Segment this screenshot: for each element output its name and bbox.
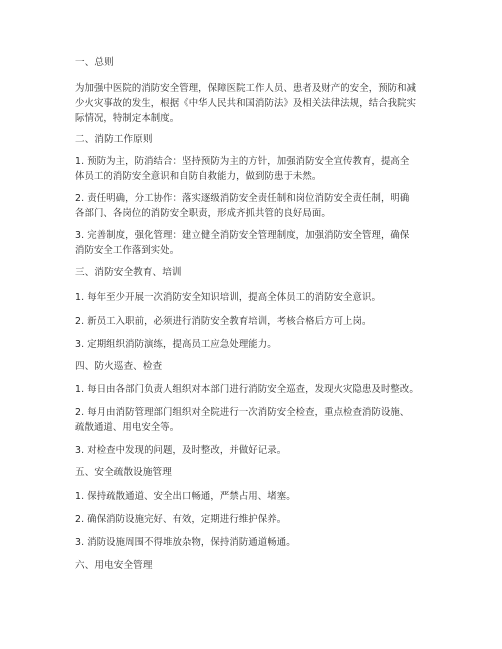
section-heading: 六、用电安全管理 [75,560,153,571]
section-heading: 一、总则 [75,57,114,68]
paragraph-line: 2. 每月由消防管理部门组织对全院进行一次消防安全检查，重点检查消防设施、 [75,407,410,418]
paragraph-line: 疏散通道、用电安全等。 [75,422,180,433]
section-heading: 四、防火巡查、检查 [75,361,163,372]
paragraph-line: 3. 定期组织消防演练，提高员工应急处理能力。 [75,339,277,350]
paragraph-line: 3. 消防设施周围不得堆放杂物，保持消防通道畅通。 [75,537,296,548]
paragraph-line: 2. 确保消防设施完好、有效，定期进行维护保养。 [75,514,287,525]
paragraph-line: 3. 完善制度，强化管理：建立健全消防安全管理制度，加强消防安全管理，确保 [75,230,410,241]
paragraph-line: 3. 对检查中发现的问题，及时整改，并做好记录。 [75,445,287,456]
section-heading: 二、消防工作原则 [75,134,153,145]
paragraph-line: 2. 责任明确，分工协作：落实逐级消防安全责任制和岗位消防安全责任制，明确 [75,193,410,204]
paragraph-line: 消防安全工作落到实处。 [75,245,180,256]
paragraph-line: 1. 保持疏散通道、安全出口畅通，严禁占用、堵塞。 [75,491,296,502]
paragraph-line: 1. 每年至少开展一次消防安全知识培训，提高全体员工的消防安全意识。 [75,292,381,303]
paragraph-line: 各部门、各岗位的消防安全职责，形成齐抓共管的良好局面。 [75,208,331,219]
paragraph-line: 际情况，特制定本制度。 [75,113,180,124]
paragraph-line: 体员工的消防安全意识和自防自救能力，做到防患于未然。 [75,171,322,182]
paragraph-line: 1. 每日由各部门负责人组织对本部门进行消防安全巡查，发现火灾隐患及时整改。 [75,384,419,395]
paragraph-line: 2. 新员工入职前，必须进行消防安全教育培训，考核合格后方可上岗。 [75,316,372,327]
section-heading: 三、消防安全教育、培训 [75,267,182,278]
section-heading: 五、安全疏散设施管理 [75,467,172,478]
paragraph-line: 少火灾事故的发生，根据《中华人民共和国消防法》及相关法律法规，结合我院实 [75,98,417,109]
paragraph-line: 1. 预防为主，防消结合：坚持预防为主的方针，加强消防安全宣传教育，提高全 [75,156,410,167]
paragraph-line: 为加强中医院的消防安全管理，保障医院工作人员、患者及财产的安全，预防和减 [75,83,417,94]
